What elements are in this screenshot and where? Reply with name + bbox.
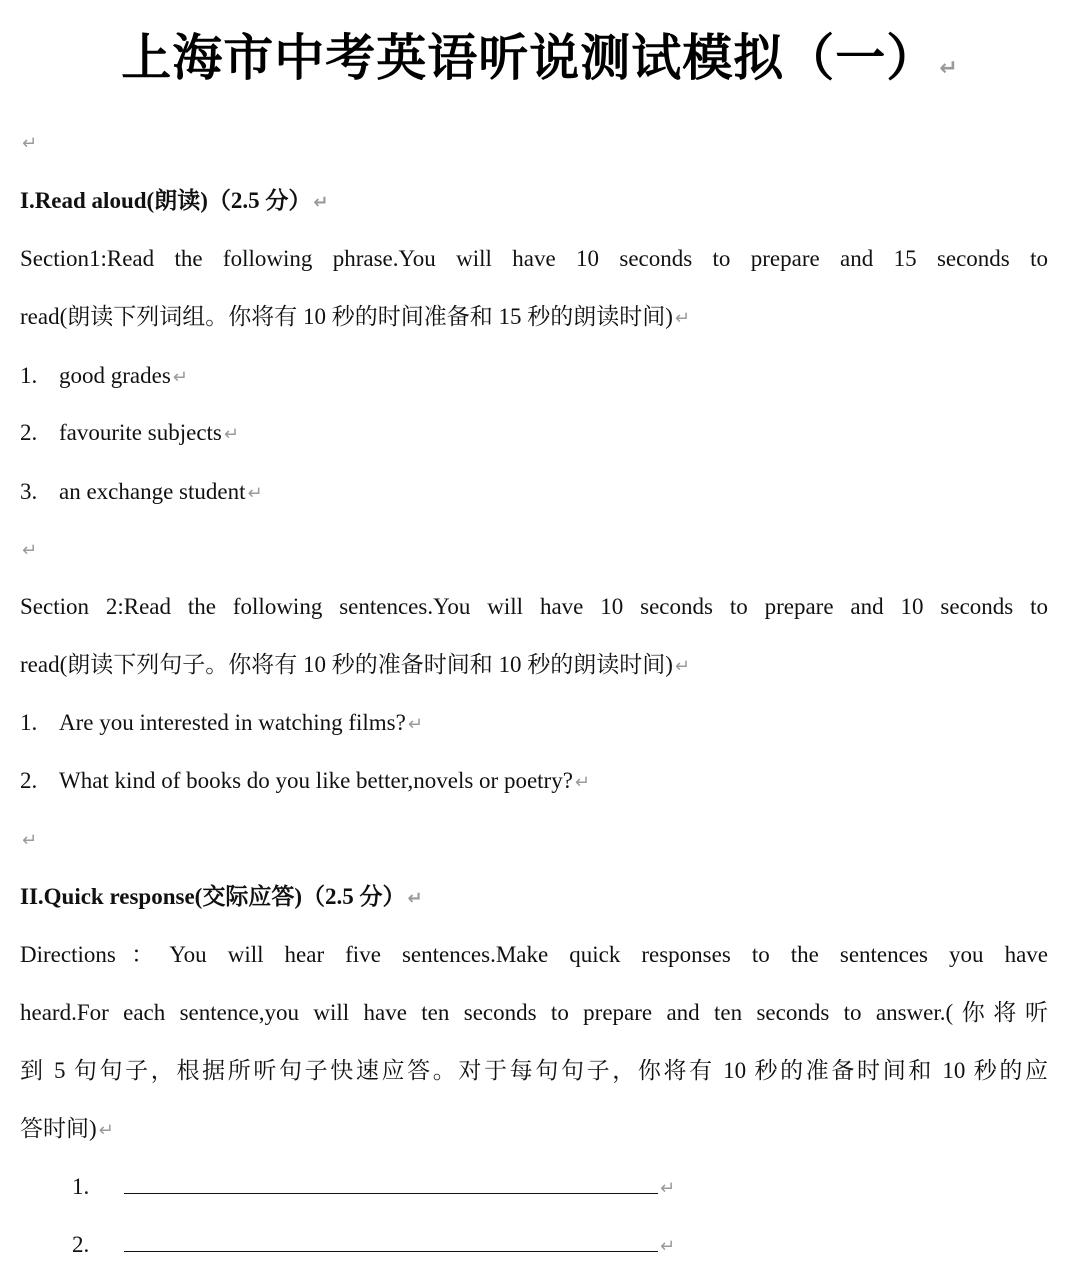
section2-instruction-line1 [20, 591, 1048, 623]
list-number: 3. [20, 479, 38, 504]
paragraph-mark: ↵ [22, 830, 38, 851]
directions-text: 答时间) [20, 1116, 97, 1141]
paragraph-mark: ↵ [22, 133, 38, 154]
paragraph-mark: ↵ [98, 1120, 114, 1141]
paragraph-mark: ↵ [660, 1178, 676, 1199]
paragraph-mark: ↵ [247, 483, 263, 504]
list-number: 1. [20, 710, 38, 735]
section1-line1-text: Section1:Read the following phrase.You will have 10 seconds to prepare and 15 seconds to [20, 246, 1048, 271]
paragraph-mark: ↵ [660, 1236, 676, 1257]
section1-instruction-line2 [20, 301, 1048, 335]
answer-blank-line[interactable] [124, 1171, 658, 1194]
section1-instruction-line1 [20, 243, 1048, 275]
list-item-text: favourite subjects [59, 420, 222, 445]
list-item [20, 707, 1048, 741]
part2-heading [20, 881, 1048, 915]
directions-line1 [20, 939, 1048, 971]
list-number: 1. [20, 363, 38, 388]
paragraph-mark: ↵ [407, 714, 423, 735]
list-number: 2. [20, 768, 38, 793]
directions-line3 [20, 1055, 1048, 1087]
answer-number: 2. [72, 1232, 90, 1257]
section2-line1-text: Section 2:Read the following sentences.You will have 10 seconds to prepare and 10 seconds to [20, 594, 1048, 619]
empty-paragraph [20, 823, 1048, 857]
empty-paragraph [20, 533, 1048, 567]
list-item [20, 476, 1048, 510]
title-text: 上海市中考英语听说测试模拟（一） [121, 29, 938, 87]
paragraph-mark: ↵ [223, 424, 239, 445]
list-item-text: Are you interested in watching films? [59, 710, 406, 735]
paragraph-mark: ↵ [407, 888, 423, 909]
list-number: 2. [20, 420, 38, 445]
part1-heading [20, 185, 1048, 219]
paragraph-mark: ↵ [313, 192, 329, 213]
answer-blank-line[interactable] [124, 1229, 658, 1252]
list-item-text: good grades [59, 363, 171, 388]
paragraph-mark: ↵ [172, 367, 188, 388]
part1-heading-text: I.Read aloud(朗读)（2.5 分） [20, 188, 312, 213]
paragraph-mark: ↵ [22, 540, 38, 561]
answer-number: 1. [72, 1174, 90, 1199]
answer-blank-row [72, 1229, 675, 1263]
list-item-text: an exchange student [59, 479, 246, 504]
paragraph-mark: ↵ [674, 308, 690, 329]
directions-line4 [20, 1113, 1048, 1147]
list-item [20, 417, 1048, 451]
directions-text: Directions：You will hear five sentences.Make quick responses to the sentences you have [20, 942, 1048, 967]
paragraph-mark: ↵ [574, 772, 590, 793]
list-item [20, 765, 1048, 799]
list-item-text: What kind of books do you like better,novels or poetry? [59, 768, 573, 793]
paragraph-mark: ↵ [674, 656, 690, 677]
part2-heading-text: II.Quick response(交际应答)（2.5 分） [20, 884, 406, 909]
paragraph-mark: ↵ [939, 56, 959, 81]
directions-line2 [20, 997, 1048, 1029]
empty-paragraph [20, 126, 1048, 160]
section1-line2-text: read(朗读下列词组。你将有 10 秒的时间准备和 15 秒的朗读时间) [20, 304, 673, 329]
answer-blank-row [72, 1171, 675, 1205]
section2-instruction-line2 [20, 649, 1048, 683]
section2-line2-text: read(朗读下列句子。你将有 10 秒的准备时间和 10 秒的朗读时间) [20, 652, 673, 677]
list-item [20, 360, 1048, 394]
directions-text: 到 5 句句子，根据所听句子快速应答。对于每句句子，你将有 10 秒的准备时间和 10 秒的应 [20, 1058, 1048, 1083]
document-title [0, 22, 1080, 105]
directions-text: heard.For each sentence,you will have ten seconds to prepare and ten seconds to answer.(你将听 [20, 1000, 1048, 1025]
